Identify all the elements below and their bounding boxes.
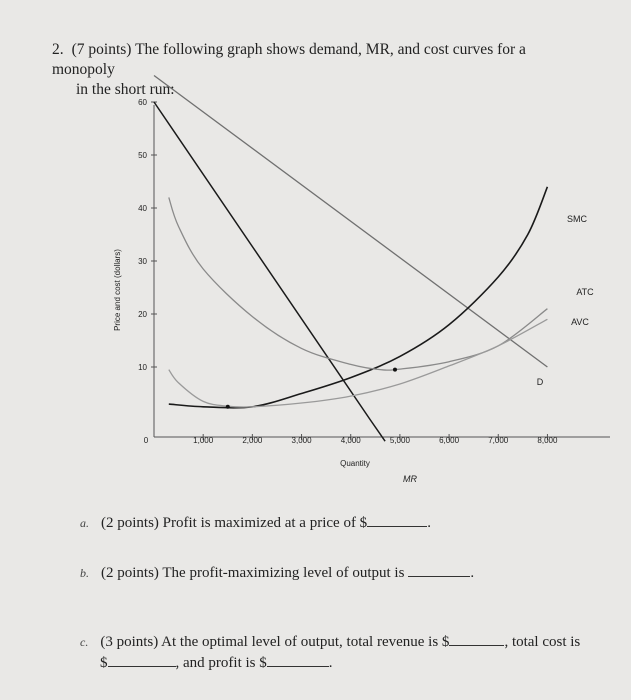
chart-curves <box>154 76 547 442</box>
x-tick-label: 7,000 <box>488 436 509 445</box>
chart-axes <box>154 105 610 437</box>
curve-label-mr: MR <box>403 474 417 484</box>
part-c-cost-blank[interactable] <box>108 652 176 667</box>
part-b-blank[interactable] <box>408 562 470 577</box>
curve-mr <box>154 102 385 441</box>
curve-label-smc: SMC <box>567 214 587 224</box>
x-tick-label: 2,000 <box>242 436 263 445</box>
x-tick-label: 5,000 <box>389 436 410 445</box>
part-b-text: (2 points) The profit-maximizing level of output is <box>101 565 405 581</box>
part-b <box>80 562 474 583</box>
question-number: 2. <box>52 41 64 58</box>
part-c <box>80 631 610 673</box>
intersection-point <box>226 405 230 409</box>
part-c-mid: , total cost is <box>504 634 581 650</box>
part-c-line2-mid: , and profit is $ <box>175 655 267 671</box>
part-c-line-1 <box>80 631 610 652</box>
part-c-letter: c. <box>80 635 89 649</box>
x-tick-label: 6,000 <box>439 436 460 445</box>
part-c-text: (3 points) At the optimal level of output, total revenue is $ <box>100 634 450 650</box>
part-a-tail: . <box>427 515 431 531</box>
part-a-blank[interactable] <box>367 512 427 527</box>
origin-label: 0 <box>143 436 149 445</box>
part-a-letter: a. <box>80 516 89 530</box>
x-axis-label: Quantity <box>340 459 370 468</box>
part-c-revenue-blank[interactable] <box>449 631 504 646</box>
y-tick-label: 20 <box>138 310 147 319</box>
part-c-profit-blank[interactable] <box>267 652 329 667</box>
curve-label-d: D <box>536 377 544 387</box>
x-tick-label: 8,000 <box>537 436 558 445</box>
part-c-line2-prefix: $ <box>100 655 108 671</box>
question-line-2: in the short run: <box>76 81 175 98</box>
part-b-tail: . <box>470 565 475 581</box>
part-a-text: (2 points) Profit is maximized at a price of $ <box>101 515 368 531</box>
intersection-point <box>393 368 397 372</box>
curve-label-avc: AVC <box>571 317 589 327</box>
question-text-1: (7 points) The following graph shows demand, MR, and cost curves for a monopoly <box>52 41 526 78</box>
y-tick-label: 40 <box>138 204 147 213</box>
y-tick-label: 30 <box>138 257 147 266</box>
y-tick-label: 60 <box>138 98 147 107</box>
curve-smc <box>169 187 548 408</box>
x-tick-label: 3,000 <box>291 436 312 445</box>
curve-label-atc: ATC <box>576 287 594 297</box>
y-tick-label: 50 <box>138 151 147 160</box>
part-a <box>80 512 431 533</box>
chart-labels <box>113 98 594 484</box>
curve-avc <box>169 319 548 407</box>
x-tick-label: 1,000 <box>193 436 214 445</box>
part-c-tail: . <box>328 655 333 671</box>
curve-atc <box>169 197 548 370</box>
curve-d <box>154 76 547 368</box>
part-b-letter: b. <box>80 566 89 580</box>
y-tick-label: 10 <box>138 363 147 372</box>
y-axis-label: Price and cost (dollars) <box>113 249 122 331</box>
x-tick-label: 4,000 <box>340 436 361 445</box>
part-c-line-2 <box>80 652 610 673</box>
